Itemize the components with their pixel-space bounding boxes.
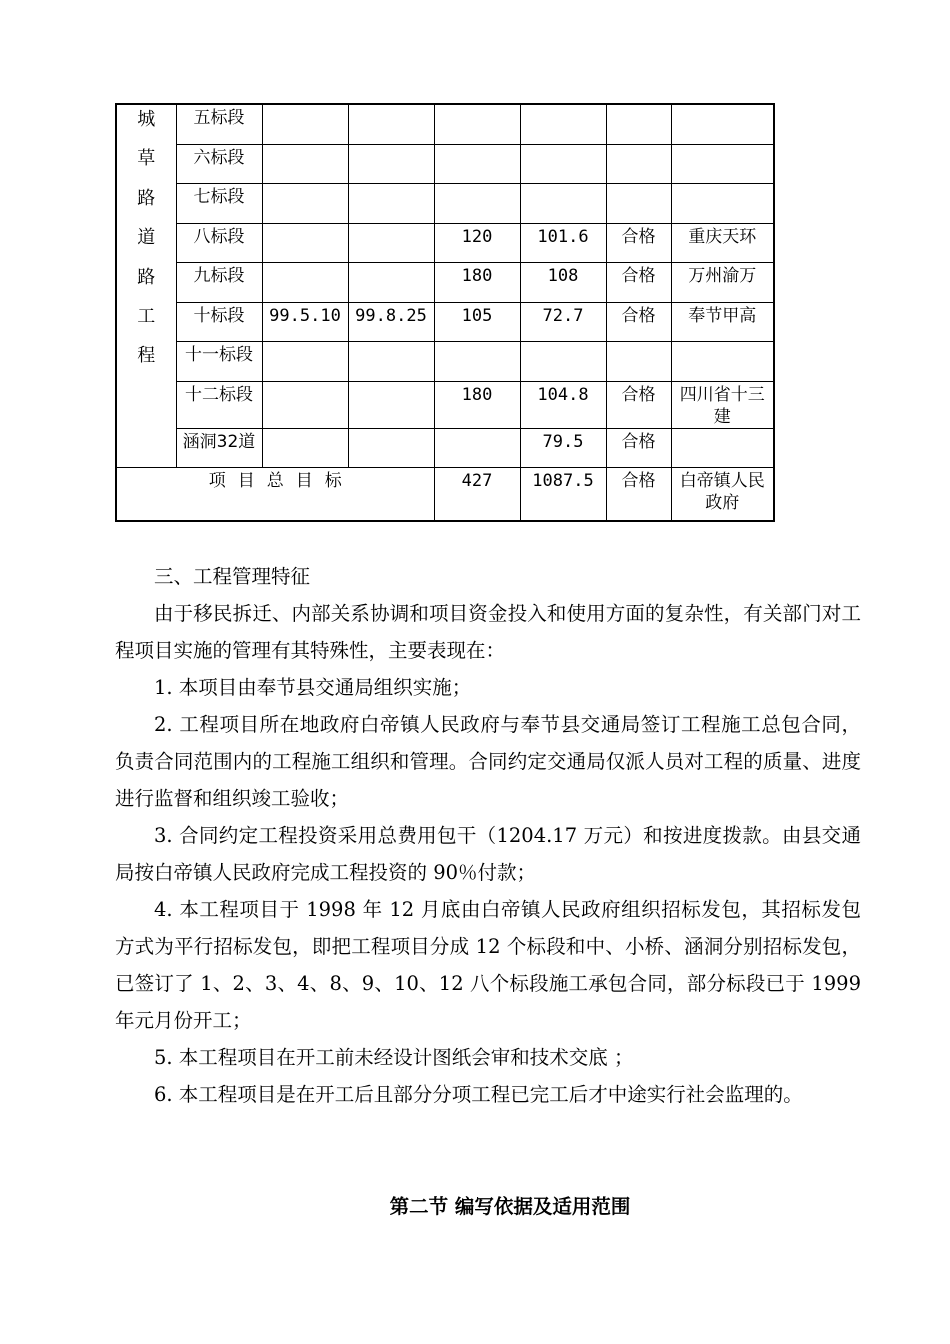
cell-length	[434, 183, 520, 223]
cell-amount: 72.7	[520, 302, 606, 341]
cell-amount	[520, 341, 606, 381]
paragraph: 3. 合同约定工程投资采用总费用包干（1204.17 万元）和按进度拨款。由县交通局按白帝镇人民政府完成工程投资的 90％付款；	[115, 824, 861, 884]
section-heading: 第二节 编写依据及适用范围	[389, 1195, 631, 1218]
segment-name: 八标段	[176, 223, 262, 262]
table-row	[116, 223, 774, 262]
cell-quality: 合格	[606, 262, 671, 302]
cell-unit	[671, 104, 774, 144]
cell-start	[262, 262, 348, 302]
cell-length	[434, 104, 520, 144]
total-unit: 白帝镇人民政府	[671, 467, 774, 521]
total-amount: 1087.5	[520, 467, 606, 521]
cell-end	[348, 183, 434, 223]
cell-end	[348, 381, 434, 428]
cell-unit	[671, 144, 774, 183]
cell-length: 180	[434, 381, 520, 428]
cell-start	[262, 341, 348, 381]
group-label-char: 草	[137, 148, 156, 170]
paragraph: 2. 工程项目所在地政府白帝镇人民政府与奉节县交通局签订工程施工总包合同，负责合同范围内的工程施工组织和管理。合同约定交通局仅派人员对工程的质量、进度进行监督和组织竣工验收；	[115, 713, 861, 810]
cell-quality	[606, 341, 671, 381]
paragraph: 由于移民拆迁、内部关系协调和项目资金投入和使用方面的复杂性，有关部门对工程项目实施的管理有其特殊性，主要表现在：	[115, 602, 861, 662]
paragraph: 1. 本项目由奉节县交通局组织实施；	[154, 676, 472, 699]
total-length: 427	[434, 467, 520, 521]
segment-name: 十一标段	[176, 341, 262, 381]
cell-start	[262, 381, 348, 428]
table-row	[116, 381, 774, 428]
cell-unit	[671, 341, 774, 381]
cell-length: 105	[434, 302, 520, 341]
total-row	[116, 467, 774, 521]
cell-end: 99.8.25	[348, 302, 434, 341]
cell-unit: 万州渝万	[671, 262, 774, 302]
cell-amount: 104.8	[520, 381, 606, 428]
cell-amount: 101.6	[520, 223, 606, 262]
cell-quality	[606, 183, 671, 223]
cell-quality: 合格	[606, 223, 671, 262]
segment-name: 涵洞32道	[176, 428, 262, 467]
cell-unit	[671, 428, 774, 467]
cell-end	[348, 428, 434, 467]
segment-name: 五标段	[176, 104, 262, 144]
project-table	[115, 103, 775, 522]
cell-end	[348, 262, 434, 302]
cell-quality: 合格	[606, 428, 671, 467]
paragraph: 6. 本工程项目是在开工后且部分分项工程已完工后才中途实行社会监理的。	[154, 1083, 803, 1106]
group-label-char: 城	[137, 109, 156, 130]
segment-name: 十标段	[176, 302, 262, 341]
group-label-char: 路	[137, 266, 156, 288]
cell-unit: 重庆天环	[671, 223, 774, 262]
group-label-char: 道	[137, 227, 156, 249]
cell-end	[348, 341, 434, 381]
cell-unit	[671, 183, 774, 223]
table-row	[116, 341, 774, 381]
cell-end	[348, 223, 434, 262]
cell-amount	[520, 144, 606, 183]
group-label-char: 工	[137, 305, 156, 327]
body-text	[115, 558, 861, 1113]
group-label-char: 路	[137, 187, 156, 209]
table-row	[116, 302, 774, 341]
paragraph: 4. 本工程项目于 1998 年 12 月底由白帝镇人民政府组织招标发包，其招标发包方式为平行招标发包，即把工程项目分成 12 个标段和中、小桥、涵洞分别招标发包，已签订了 1、2、3、4、8、9、10、12 八个标段施工承包合同，部分标段已于 1999 年元月份开工；	[115, 898, 861, 1032]
segment-name: 六标段	[176, 144, 262, 183]
cell-start: 99.5.10	[262, 302, 348, 341]
total-label-char: 项	[208, 470, 226, 491]
paragraph: 5. 本工程项目在开工前未经设计图纸会审和技术交底 ；	[154, 1046, 634, 1069]
table-row	[116, 104, 774, 144]
total-label-char: 目	[295, 470, 313, 491]
cell-length	[434, 341, 520, 381]
total-label-char: 总	[266, 470, 284, 491]
cell-unit: 四川省十三建	[671, 381, 774, 428]
cell-length	[434, 428, 520, 467]
segment-name: 十二标段	[176, 381, 262, 428]
cell-start	[262, 144, 348, 183]
section-title: 三、工程管理特征	[154, 565, 311, 588]
cell-length	[434, 144, 520, 183]
table-row	[116, 144, 774, 183]
cell-end	[348, 104, 434, 144]
cell-start	[262, 104, 348, 144]
cell-amount	[520, 104, 606, 144]
cell-length: 180	[434, 262, 520, 302]
group-label-char: 程	[137, 345, 156, 367]
total-label-char: 目	[237, 470, 255, 491]
segment-name: 七标段	[176, 183, 262, 223]
cell-amount: 79.5	[520, 428, 606, 467]
cell-end	[348, 144, 434, 183]
group-label	[116, 104, 176, 467]
table-row	[116, 428, 774, 467]
cell-unit: 奉节甲高	[671, 302, 774, 341]
cell-start	[262, 223, 348, 262]
total-label	[116, 467, 434, 521]
total-label-char: 标	[324, 470, 342, 491]
total-quality: 合格	[606, 467, 671, 521]
cell-quality	[606, 104, 671, 144]
cell-start	[262, 428, 348, 467]
table-row	[116, 262, 774, 302]
cell-quality: 合格	[606, 381, 671, 428]
cell-amount	[520, 183, 606, 223]
cell-quality: 合格	[606, 302, 671, 341]
segment-name: 九标段	[176, 262, 262, 302]
cell-amount: 108	[520, 262, 606, 302]
cell-start	[262, 183, 348, 223]
cell-quality	[606, 144, 671, 183]
table-row	[116, 183, 774, 223]
cell-length: 120	[434, 223, 520, 262]
